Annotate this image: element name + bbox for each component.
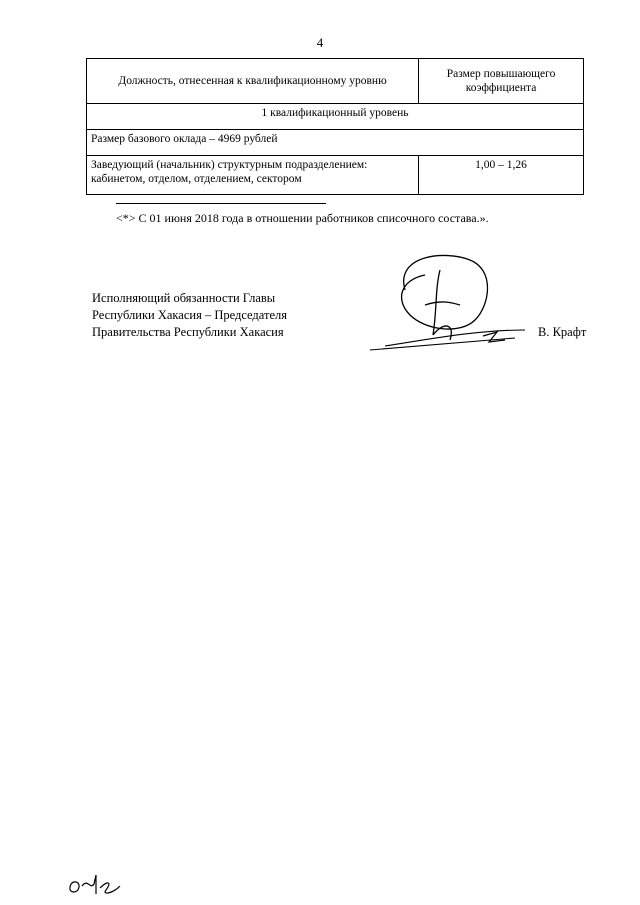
signer-title-line: Правительства Республики Хакасия [92,325,284,339]
signer-title-line: Исполняющий обязанности Главы [92,291,276,305]
level-title: 1 квалификационный уровень [87,104,584,130]
position-cell: Заведующий (начальник) структурным подразделением: кабинетом, отделом, отделением, сектором [87,156,419,195]
table-row [87,156,584,195]
coefficient-cell: 1,00 – 1,26 [419,156,584,195]
handwritten-signature [365,250,535,360]
handwritten-mark [66,870,126,898]
page-number: 4 [316,35,324,50]
level-row [87,104,584,130]
coefficient-table [86,58,584,195]
signer-name: В. Крафт [538,325,587,339]
table-header-row [87,59,584,104]
footnote: <*> С 01 июня 2018 года в отношении работников списочного состава.». [116,211,489,225]
footnote-divider [116,203,326,204]
salary-row [87,130,584,156]
header-position: Должность, отнесенная к квалификационному уровню [87,59,419,104]
signer-title [92,290,287,341]
base-salary: Размер базового оклада – 4969 рублей [87,130,584,156]
signer-title-line: Республики Хакасия – Председателя [92,308,288,322]
header-coefficient: Размер повышающего коэффициента [419,59,584,104]
